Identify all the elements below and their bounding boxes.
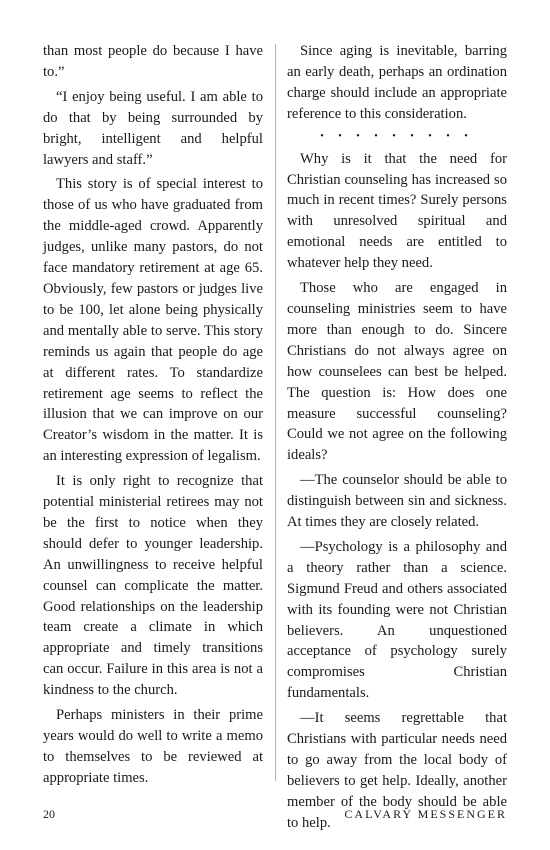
left-column [43, 41, 263, 793]
column-divider [275, 44, 276, 781]
paragraph: “I enjoy being useful. I am able to do that by being surrounded by bright, intelligent and helpful lawyers and staff.” [43, 88, 263, 168]
publication-title: CALVARY MESSENGER [344, 807, 507, 821]
paragraph: Those who are engaged in counseling ministries seem to have more than enough to do. Sincere Christians do not always agree on how counselees can best be helped. The question is: How does one measure successful counseling? Could we not agree on the following ideals? [287, 280, 507, 464]
paragraph: —It seems regrettable that Christians with particular needs need to go away from the local body of believers to get help. Ideally, another member of the body should be able to help. [287, 710, 507, 831]
paragraph: Perhaps ministers in their prime years would do well to write a memo to themselves to be reviewed at appropriate times. [43, 707, 263, 786]
page-number: 20 [43, 807, 55, 821]
paragraph: It is only right to recognize that potential ministerial retirees may not be the first to notice when they should defer to younger leadership. An unwillingness to receive helpful counsel can complicate the matter. Good relationships on the leadership team create a climate in which appropriate and timely transitions can occur. Failure in this area is not a kindness to the church. [43, 473, 263, 699]
right-column [287, 41, 507, 838]
paragraph: This story is of special interest to those of us who have graduated from the middle-aged crowd. Apparently judges, unlike many pastors, do not face mandatory retirement at age 65. Obviously, few pastors or judges live to be 100, let alone being physically and mentally able to serve. This story reminds us again that people do age at different rates. To standardize retirement age seems to reflect the illusion that we can improve on our Creator’s wisdom in the matter. It is an interesting expression of legalism. [43, 176, 263, 465]
paragraph: than most people do because I have to.” [43, 43, 263, 80]
paragraph: —Psychology is a philosophy and a theory rather than a science. Sigmund Freud and others associated with its founding were not Christian believers. An unquestioned acceptance of psychology surely compromises Christian fundamentals. [287, 538, 507, 702]
paragraph: Why is it that the need for Christian counseling has increased so much in recent times? Surely persons with unresolved spiritual and emotional needs are entitled to whatever help they need. [287, 150, 507, 272]
paragraph: —The counselor should be able to distinguish between sin and sickness. At times they are closely related. [287, 472, 507, 531]
paragraph: Since aging is inevitable, barring an early death, perhaps an ordination charge should include an appropriate reference to this consideration. [287, 43, 507, 122]
section-separator: • • • • • • • • • [320, 130, 474, 142]
